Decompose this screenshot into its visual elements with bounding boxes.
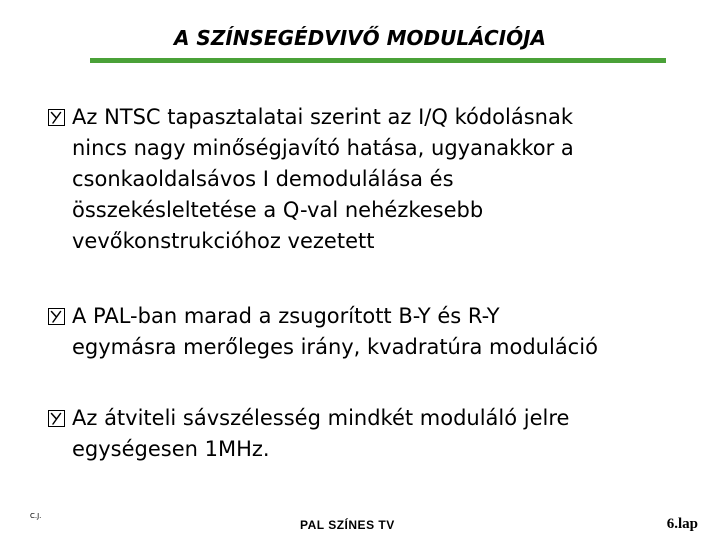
checkbox-y-icon (48, 109, 65, 126)
bullet-list (48, 102, 688, 465)
bullet-line: összekésleltetése a Q-val nehézkesebb (72, 198, 484, 222)
bullet-item-ntsc (48, 102, 688, 257)
bullet-line: egymásra merőleges irány, kvadratúra moduláció (72, 335, 598, 359)
title-underline (90, 58, 666, 63)
page-number: 6.lap (666, 516, 698, 532)
checkbox-y-icon (48, 308, 65, 325)
bullet-item-bandwidth (48, 403, 688, 465)
bullet-line: vevőkonstrukcióhoz vezetett (72, 229, 375, 253)
slide-title: A SZÍNSEGÉDVIVŐ MODULÁCIÓJA (173, 26, 547, 50)
bullet-line: nincs nagy minőségjavító hatása, ugyanakkor a (72, 136, 574, 160)
footer-title: PAL SZÍNES TV (300, 518, 395, 532)
bullet-line: A PAL-ban marad a zsugorított B-Y és R-Y (72, 304, 500, 328)
footer-author: C.J. (30, 512, 42, 520)
bullet-line: csonkaoldalsávos I demodulálása és (72, 167, 454, 191)
bullet-item-pal (48, 301, 688, 363)
bullet-line: egységesen 1MHz. (72, 437, 270, 461)
bullet-line: Az NTSC tapasztalatai szerint az I/Q kódolásnak (72, 105, 573, 129)
checkbox-y-icon (48, 410, 65, 427)
bullet-line: Az átviteli sávszélesség mindkét moduláló jelre (72, 406, 570, 430)
